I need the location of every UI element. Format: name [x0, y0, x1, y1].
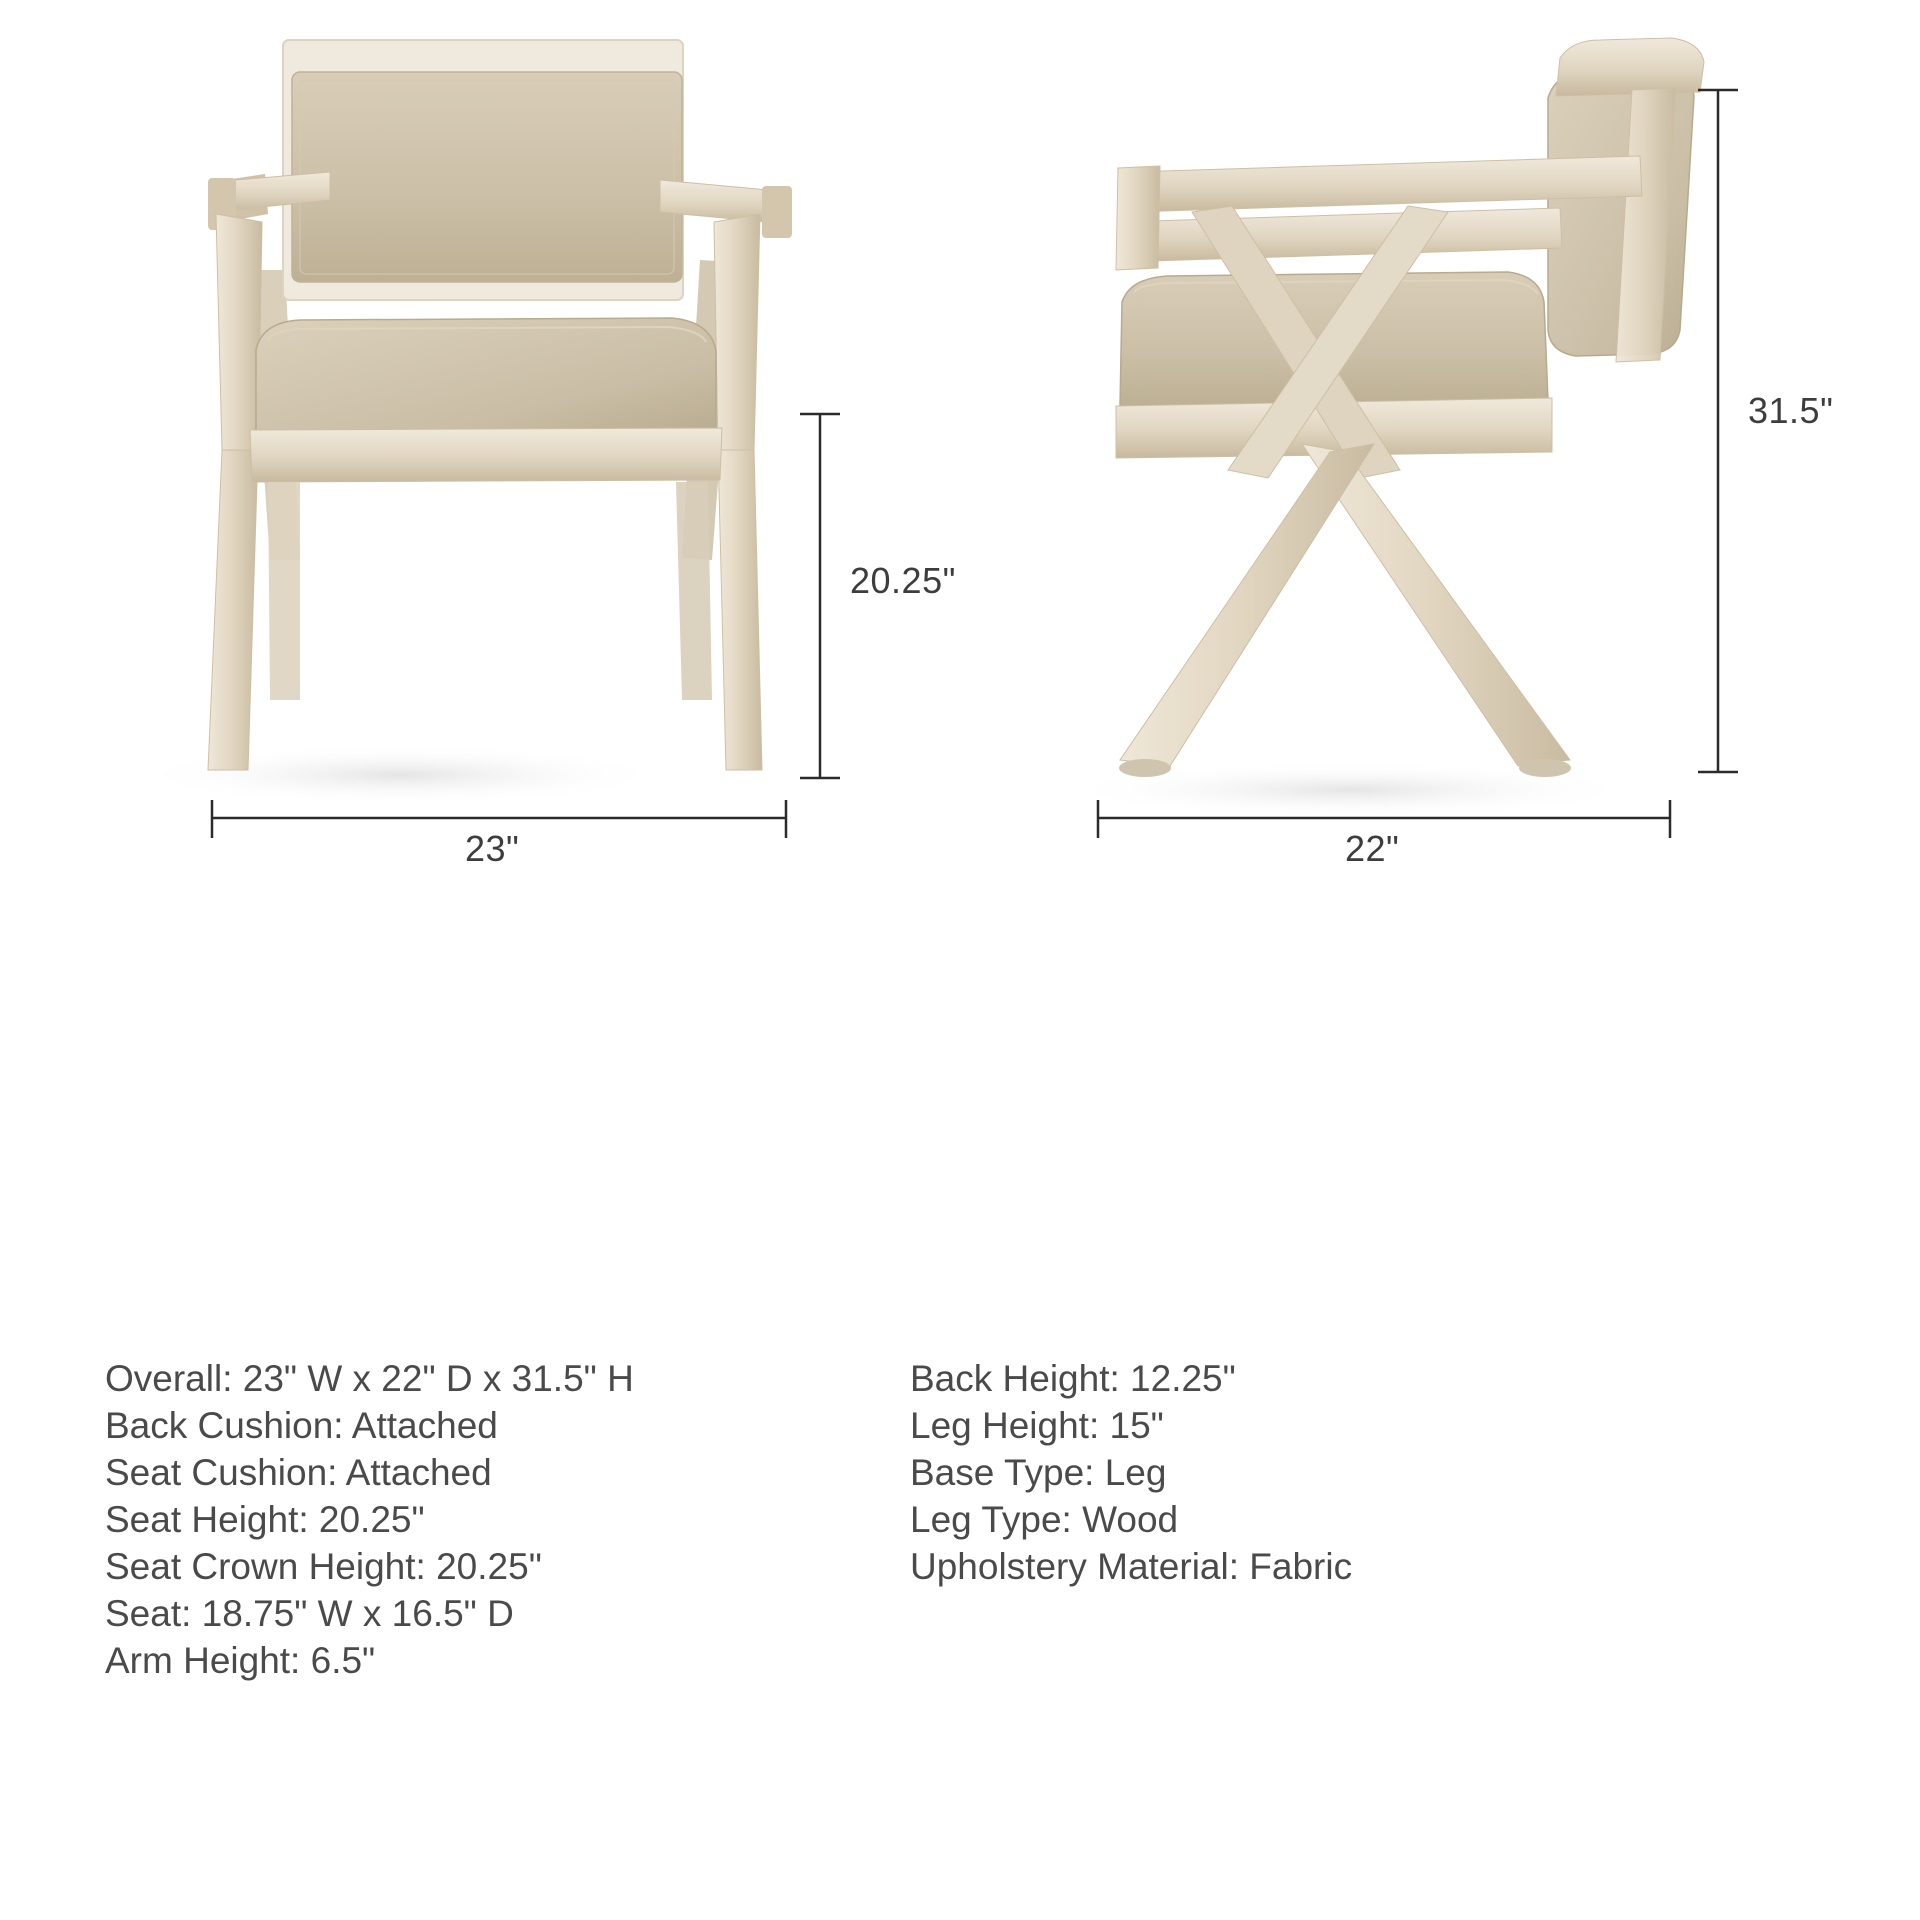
spec-line-overall: Overall: 23" W x 22" D x 31.5" H: [105, 1358, 634, 1399]
front-seat-height-label: 20.25": [850, 560, 956, 601]
spec-line-leg-type: Leg Type: Wood: [910, 1499, 1179, 1540]
spec-column-left: [0, 1355, 860, 1684]
spec-line-seat-crown-height: Seat Crown Height: 20.25": [105, 1546, 542, 1587]
side-height-label: 31.5": [1748, 390, 1834, 431]
spec-line-back-cushion: Back Cushion: Attached: [105, 1405, 498, 1446]
spec-line-arm-height: Arm Height: 6.5": [105, 1640, 376, 1681]
side-depth-label: 22": [1345, 828, 1400, 869]
spec-column-right: [860, 1355, 1760, 1684]
front-seat-height-dimension: [800, 414, 840, 778]
spec-line-seat-height: Seat Height: 20.25": [105, 1499, 425, 1540]
spec-line-seat-dimensions: Seat: 18.75" W x 16.5" D: [105, 1593, 514, 1634]
front-view-chair: [130, 40, 792, 805]
side-view-chair: [1060, 38, 1704, 818]
side-height-dimension: [1698, 90, 1738, 772]
front-width-label: 23": [465, 828, 520, 869]
spec-line-seat-cushion: Seat Cushion: Attached: [105, 1452, 492, 1493]
spec-line-back-height: Back Height: 12.25": [910, 1358, 1236, 1399]
spec-line-leg-height: Leg Height: 15": [910, 1405, 1164, 1446]
spec-line-upholstery-material: Upholstery Material: Fabric: [910, 1546, 1353, 1587]
spec-line-base-type: Base Type: Leg: [910, 1452, 1167, 1493]
specification-text-block: [0, 1355, 1920, 1684]
